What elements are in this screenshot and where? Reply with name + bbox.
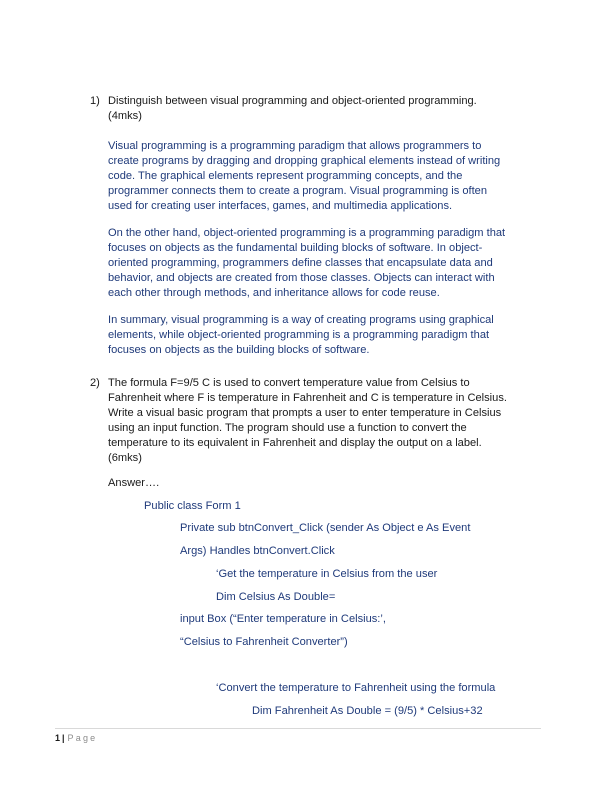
answer-line: used for creating user interfaces, games, and multimedia applications. bbox=[108, 200, 453, 212]
answer-line: code. The graphical elements represent programming concepts, and the bbox=[108, 170, 463, 182]
page-label: Page bbox=[67, 733, 98, 743]
answer-1-paragraph-oop bbox=[108, 226, 505, 301]
answer-line: programmer connects them to create a program. Visual programming is often bbox=[108, 185, 488, 197]
answer-1-paragraph-visual bbox=[108, 139, 500, 214]
page-number: 1 bbox=[55, 733, 61, 743]
code-line-inputbox: input Box (“Enter temperature in Celsius:’, bbox=[180, 613, 386, 625]
code-line-comment-get: ‘Get the temperature in Celsius from the user bbox=[216, 568, 438, 580]
question-2-prompt-line: temperature to its equivalent in Fahrenheit and display the output on a label. bbox=[108, 437, 482, 449]
question-2-prompt-line: Write a visual basic program that prompts a user to enter temperature in Celsius bbox=[108, 407, 502, 419]
footer-separator: | bbox=[62, 733, 65, 743]
answer-line: each other through methods, and inheritance allows for code reuse. bbox=[108, 287, 440, 299]
code-line-comment-convert: ‘Convert the temperature to Fahrenheit using the formula bbox=[216, 682, 496, 694]
answer-line: focuses on objects as the building blocks of software. bbox=[108, 344, 370, 356]
answer-line: behavior, and objects are created from those classes. Objects can interact with bbox=[108, 272, 495, 284]
answer-line: In summary, visual programming is a way of creating programs using graphical bbox=[108, 314, 494, 326]
answer-line: create programs by dragging and dropping graphical elements instead of writing bbox=[108, 155, 501, 167]
code-line-dim-celsius: Dim Celsius As Double= bbox=[216, 591, 336, 603]
page-footer bbox=[55, 732, 97, 744]
question-2-number: 2) bbox=[90, 377, 100, 389]
code-line-inputbox-title: “Celsius to Fahrenheit Converter”) bbox=[180, 636, 348, 648]
answer-line: focuses on objects as the fundamental building blocks of software. In object- bbox=[108, 242, 483, 254]
answer-line: elements, while object-oriented programming is a programming paradigm that bbox=[108, 329, 490, 341]
question-2-marks: (6mks) bbox=[108, 452, 142, 464]
code-line-sub: Private sub btnConvert_Click (sender As Object e As Event bbox=[180, 522, 471, 534]
question-1-prompt-line: Distinguish between visual programming and object-oriented programming. bbox=[108, 95, 477, 107]
code-line-class: Public class Form 1 bbox=[144, 500, 241, 512]
answer-line: Visual programming is a programming paradigm that allows programmers to bbox=[108, 140, 482, 152]
question-2-prompt-line: The formula F=9/5 C is used to convert temperature value from Celsius to bbox=[108, 377, 470, 389]
answer-1-paragraph-summary bbox=[108, 313, 494, 358]
answer-2-label: Answer…. bbox=[108, 477, 160, 489]
code-line-dim-fahrenheit: Dim Fahrenheit As Double = (9/5) * Celsius+32 bbox=[252, 705, 483, 717]
question-2-prompt-line: using an input function. The program should use a function to convert the bbox=[108, 422, 467, 434]
answer-line: On the other hand, object-oriented programming is a programming paradigm that bbox=[108, 227, 506, 239]
footer-divider bbox=[55, 728, 541, 729]
question-1-marks: (4mks) bbox=[108, 110, 142, 122]
answer-line: oriented programming, programmers define classes that encapsulate data and bbox=[108, 257, 493, 269]
question-2-prompt bbox=[108, 376, 507, 466]
question-2-prompt-line: Fahrenheit where F is temperature in Fahrenheit and C is temperature in Celsius. bbox=[108, 392, 507, 404]
code-line-handles: Args) Handles btnConvert.Click bbox=[180, 545, 335, 557]
question-1-number: 1) bbox=[90, 95, 100, 107]
question-1-prompt bbox=[108, 94, 477, 124]
